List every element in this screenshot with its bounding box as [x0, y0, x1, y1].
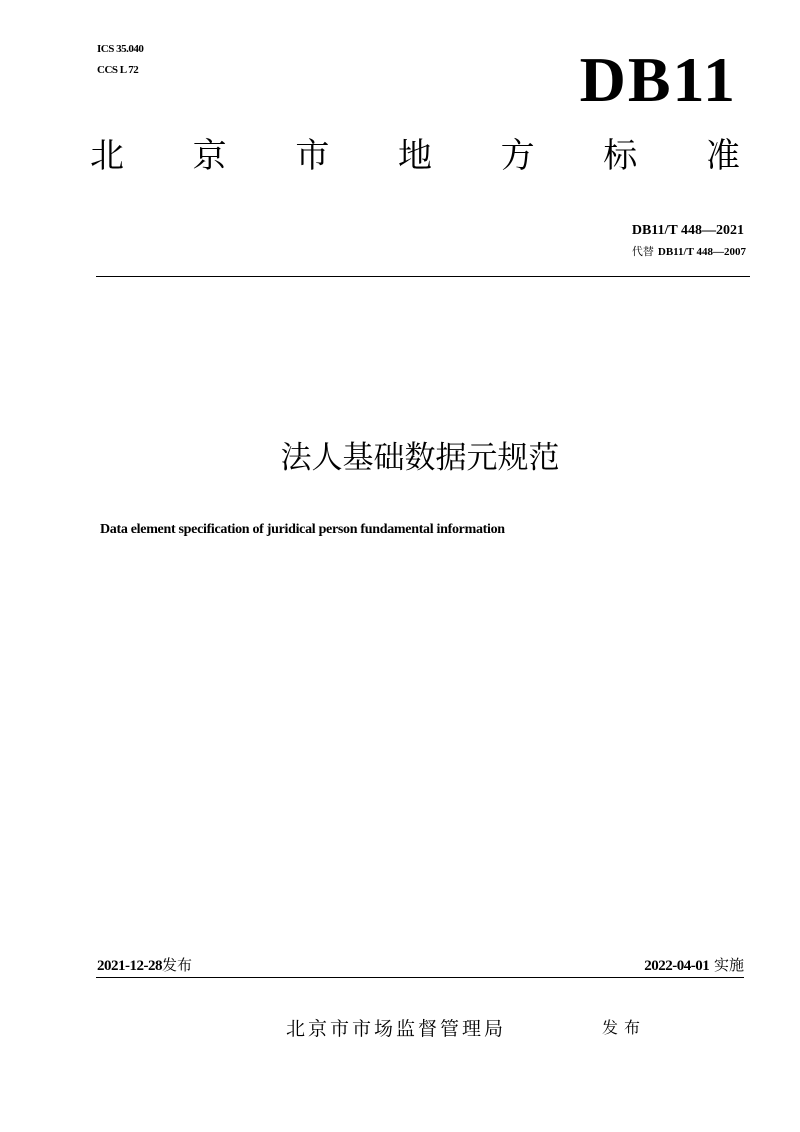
issuing-authority: 北京市市场监督管理局 [286, 1018, 507, 1040]
standard-type-char: 准 [705, 136, 740, 176]
standard-type-char: 市 [295, 136, 330, 176]
replaced-standard-code: DB11/T 448—2007 [657, 246, 746, 258]
header-divider [96, 276, 750, 277]
standard-type-char: 京 [192, 136, 227, 176]
effective-date-line [644, 955, 744, 976]
publish-date: 2021-12-28 [97, 958, 162, 974]
ics-code: ICS 35.040 [97, 43, 144, 55]
effective-label: 实施 [713, 956, 744, 974]
effective-date: 2022-04-01 [644, 958, 710, 974]
footer-divider [96, 977, 744, 978]
publish-label: 发布 [162, 956, 193, 974]
db11-logo: DB11 [579, 44, 737, 115]
replaces-prefix: 代替 [631, 245, 654, 258]
publish-date-line [97, 955, 192, 976]
standard-number: DB11/T 448—2021 [631, 223, 744, 238]
issue-action: 发布 [602, 1018, 647, 1037]
standard-type-char: 地 [397, 136, 432, 176]
standard-type-char: 方 [500, 136, 535, 176]
standard-type-heading [90, 133, 740, 179]
ccs-code: CCS L 72 [97, 64, 139, 76]
english-title: Data element specification of juridical person fundamental information [100, 522, 505, 537]
chinese-title: 法人基础数据元规范 [280, 440, 560, 476]
standard-type-char: 标 [603, 136, 638, 176]
standard-type-char: 北 [90, 136, 124, 176]
replaces-line [632, 244, 746, 260]
